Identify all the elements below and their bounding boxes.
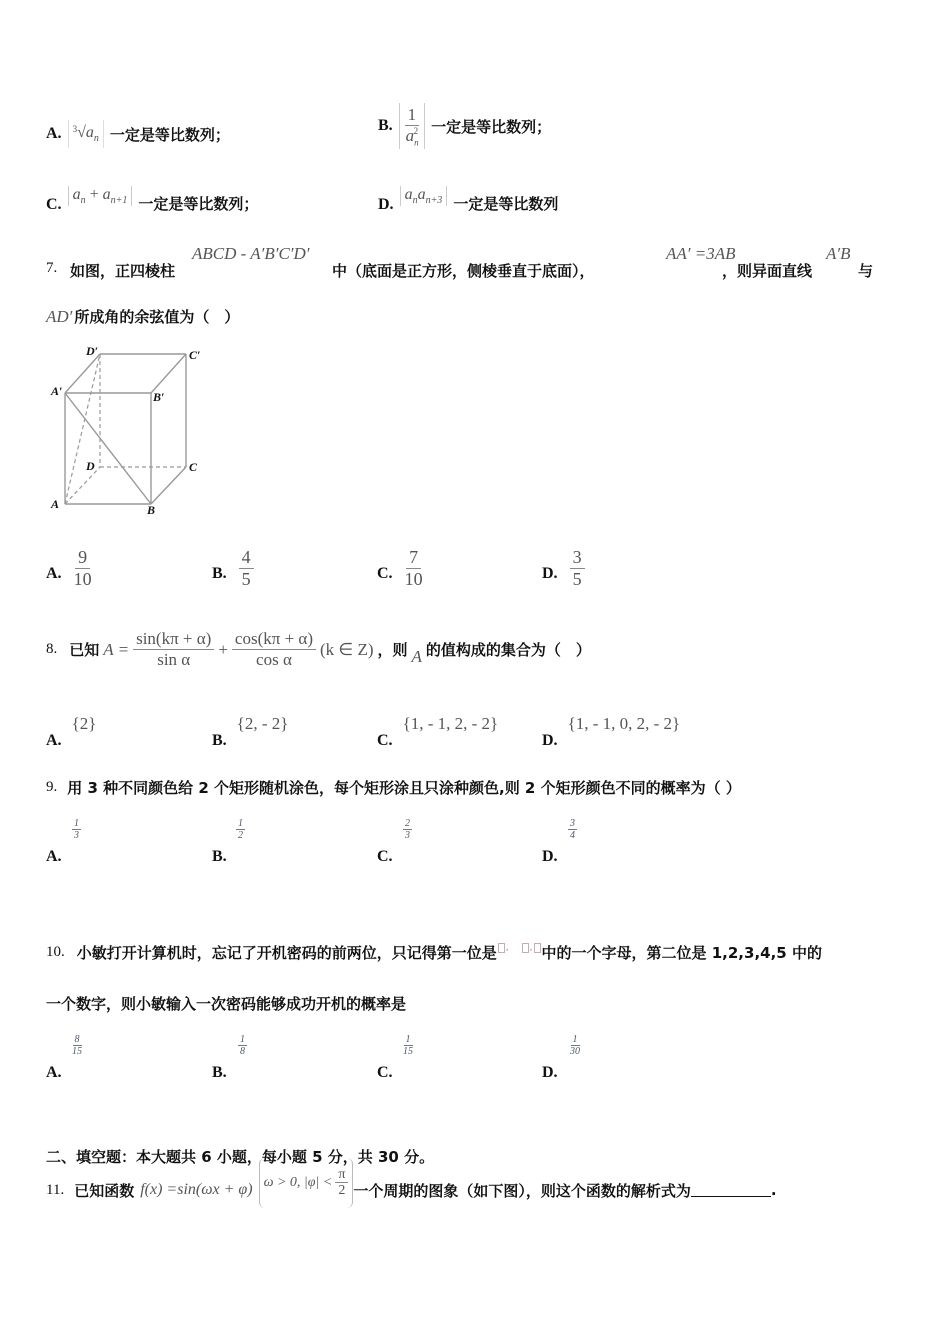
- math-expression: $a_n + a_{n+1}$: [68, 186, 133, 206]
- stem-text: 的值构成的集合为（ ）: [425, 641, 591, 660]
- q7-option-d[interactable]: [542, 548, 585, 589]
- q7-stem-line2: [46, 306, 239, 327]
- vertex-label: C: [189, 460, 198, 474]
- q9-stem: [46, 777, 741, 798]
- math-fraction-cos: $\frac{\cos(k\pi + \alpha)}{\text{cos α}}$: [232, 630, 316, 669]
- option-fraction: $\frac{9}{10}$: [73, 547, 92, 589]
- q8-option-c[interactable]: [377, 714, 498, 750]
- option-fraction: $\frac{3}{4}$: [570, 818, 575, 841]
- option-label: B.: [212, 732, 227, 749]
- section-heading: [46, 1146, 434, 1167]
- q10-option-b[interactable]: [212, 1034, 272, 1084]
- prism-figure: [46, 342, 216, 518]
- q9-option-b[interactable]: [212, 818, 272, 866]
- math-fraction-sin: $\frac{\sin(k\pi + \alpha)}{\text{sin α}}$: [133, 630, 214, 669]
- missing-glyph-icon: [534, 943, 541, 953]
- option-text: 一定是等比数列；: [109, 125, 230, 144]
- q10-stem-line1: [46, 942, 822, 963]
- q8-option-d[interactable]: [542, 714, 680, 750]
- math-line-ad: AD′: [46, 306, 73, 326]
- option-label: C.: [46, 196, 62, 214]
- q11-stem: [46, 1166, 777, 1208]
- option-label: B.: [212, 848, 227, 865]
- stem-text: 如图，正四棱柱: [70, 262, 176, 280]
- missing-glyph-letters: , ,: [497, 943, 542, 963]
- option-label: A.: [46, 125, 62, 143]
- option-fraction: $\frac{3}{5}$: [570, 548, 585, 589]
- q6-option-a: [46, 120, 230, 148]
- answer-blank[interactable]: [691, 1183, 771, 1197]
- option-fraction: $\frac{2}{3}$: [405, 818, 410, 841]
- missing-glyph-icon: [498, 943, 505, 953]
- option-label: A.: [46, 565, 62, 583]
- option-label: C.: [377, 848, 393, 865]
- stem-text: 用 3 种不同颜色给 2 个矩形随机涂色，每个矩形涂且只涂种颜色,则 2 个矩形颜色不同的概率为（ ）: [67, 779, 741, 797]
- option-fraction: $\frac{7}{10}$: [404, 547, 423, 589]
- q10-stem-line2: [46, 993, 406, 1014]
- q9-option-c[interactable]: [377, 818, 437, 866]
- option-label: A.: [46, 1064, 62, 1081]
- q6-option-c: [46, 186, 258, 214]
- math-expression: $\frac{1}{a_n^2}$: [399, 103, 426, 149]
- q9-option-a[interactable]: [46, 818, 106, 866]
- math-condition: (k ∈ Z): [319, 639, 374, 659]
- option-label: B.: [378, 117, 393, 135]
- stem-text: 一个周期的图象（如下图），则这个函数的解析式为: [353, 1181, 691, 1200]
- option-label: D.: [542, 1064, 558, 1081]
- vertex-label: A′: [51, 384, 63, 398]
- vertex-label: D′: [86, 344, 99, 358]
- option-fraction: $\frac{1}{15}$: [403, 1034, 413, 1057]
- question-number: 7.: [46, 260, 58, 276]
- option-fraction: $\frac{1}{3}$: [74, 818, 79, 841]
- option-label: A.: [46, 848, 62, 865]
- stem-text: 与: [858, 262, 874, 280]
- math-line-a-b: A′B: [826, 244, 851, 263]
- stem-text: 中的一个字母，第二位是 1,2,3,4,5 中的: [541, 944, 822, 962]
- q7-option-a[interactable]: [46, 548, 92, 589]
- option-label: C.: [377, 565, 393, 583]
- question-number: 11.: [46, 1181, 65, 1198]
- stem-text: ，则: [377, 641, 408, 660]
- stem-text: 中（底面是正方形，侧棱垂直于底面），: [332, 262, 595, 280]
- option-fraction: $\frac{1}{30}$: [570, 1034, 580, 1057]
- vertex-label: A: [51, 497, 60, 511]
- stem-text: 一个数字，则小敏输入一次密码能够成功开机的概率是: [46, 995, 407, 1013]
- q8-option-b[interactable]: [212, 714, 288, 750]
- option-label: D.: [378, 196, 394, 214]
- option-set: {1, - 1, 0, 2, - 2}: [567, 714, 681, 733]
- option-label: C.: [377, 1064, 393, 1081]
- stem-text: 已知: [69, 641, 100, 660]
- math-prism: ABCD - A′B′C′D′: [192, 244, 310, 263]
- math-expression: $a_na_{n+3}$: [400, 186, 448, 206]
- math-condition-text: ω > 0, |φ| <: [263, 1175, 333, 1190]
- math-plus: +: [218, 639, 228, 659]
- q9-options: [46, 818, 646, 868]
- option-set: {2, - 2}: [236, 714, 289, 733]
- math-condition: AA′ =3AB: [666, 244, 736, 263]
- q10-option-a[interactable]: [46, 1034, 106, 1084]
- math-var: A: [411, 646, 422, 666]
- math-expression: $^3√a_n$: [68, 120, 104, 148]
- option-text: 一定是等比数列；: [431, 117, 552, 136]
- option-fraction: $\frac{8}{15}$: [72, 1034, 82, 1057]
- q8-stem: [46, 630, 591, 669]
- q6-option-b: [378, 103, 551, 149]
- option-label: B.: [212, 1064, 227, 1081]
- q6-option-d: [378, 186, 558, 214]
- vertex-label: B′: [153, 390, 165, 404]
- q7-option-b[interactable]: [212, 548, 254, 589]
- option-fraction: $\frac{1}{8}$: [240, 1034, 245, 1057]
- stem-text: 所成角的余弦值为（ ）: [74, 308, 240, 326]
- option-text: 一定是等比数列；: [138, 195, 259, 214]
- section-title: 二、填空题：本大题共 6 小题，每小题 5 分，共 30 分。: [46, 1148, 435, 1166]
- math-condition: ω > 0, |φ| < $\frac{\pi}{2}$: [259, 1158, 354, 1208]
- missing-glyph-icon: [522, 943, 529, 953]
- q10-option-d[interactable]: [542, 1034, 602, 1084]
- option-text: 一定是等比数列: [453, 195, 559, 214]
- option-label: C.: [377, 732, 393, 749]
- q7-options: [46, 548, 646, 600]
- math-function: f(x) =sin(ωx + φ): [140, 1181, 253, 1198]
- q8-option-a[interactable]: [46, 714, 96, 750]
- q10-options: [46, 1034, 646, 1086]
- option-label: D.: [542, 732, 558, 749]
- stem-text: 小敏打开计算机时，忘记了开机密码的前两位，只记得第一位是: [76, 944, 497, 962]
- question-number: 8.: [46, 641, 58, 658]
- option-label: D.: [542, 848, 558, 865]
- q8-options: [46, 714, 686, 754]
- math-lhs: A =: [103, 640, 130, 659]
- option-fraction: $\frac{4}{5}$: [239, 548, 254, 589]
- stem-end: .: [770, 1181, 777, 1199]
- option-label: B.: [212, 565, 227, 583]
- option-set: {1, - 1, 2, - 2}: [402, 714, 499, 733]
- option-label: D.: [542, 565, 558, 583]
- question-number: 10.: [46, 944, 65, 960]
- q10-option-c[interactable]: [377, 1034, 437, 1084]
- vertex-label: B: [147, 503, 156, 517]
- q9-option-d[interactable]: [542, 818, 602, 866]
- option-fraction: $\frac{1}{2}$: [238, 818, 243, 841]
- vertex-label: D: [86, 459, 95, 473]
- prism-diagram: [46, 342, 216, 518]
- option-label: A.: [46, 732, 62, 749]
- vertex-label: C′: [189, 348, 201, 362]
- q7-option-c[interactable]: [377, 548, 423, 589]
- q7-stem-line1: [46, 244, 906, 284]
- option-set: {2}: [71, 714, 97, 733]
- question-number: 9.: [46, 779, 58, 795]
- stem-text: 已知函数: [74, 1181, 135, 1200]
- stem-text: ，则异面直线: [722, 262, 813, 280]
